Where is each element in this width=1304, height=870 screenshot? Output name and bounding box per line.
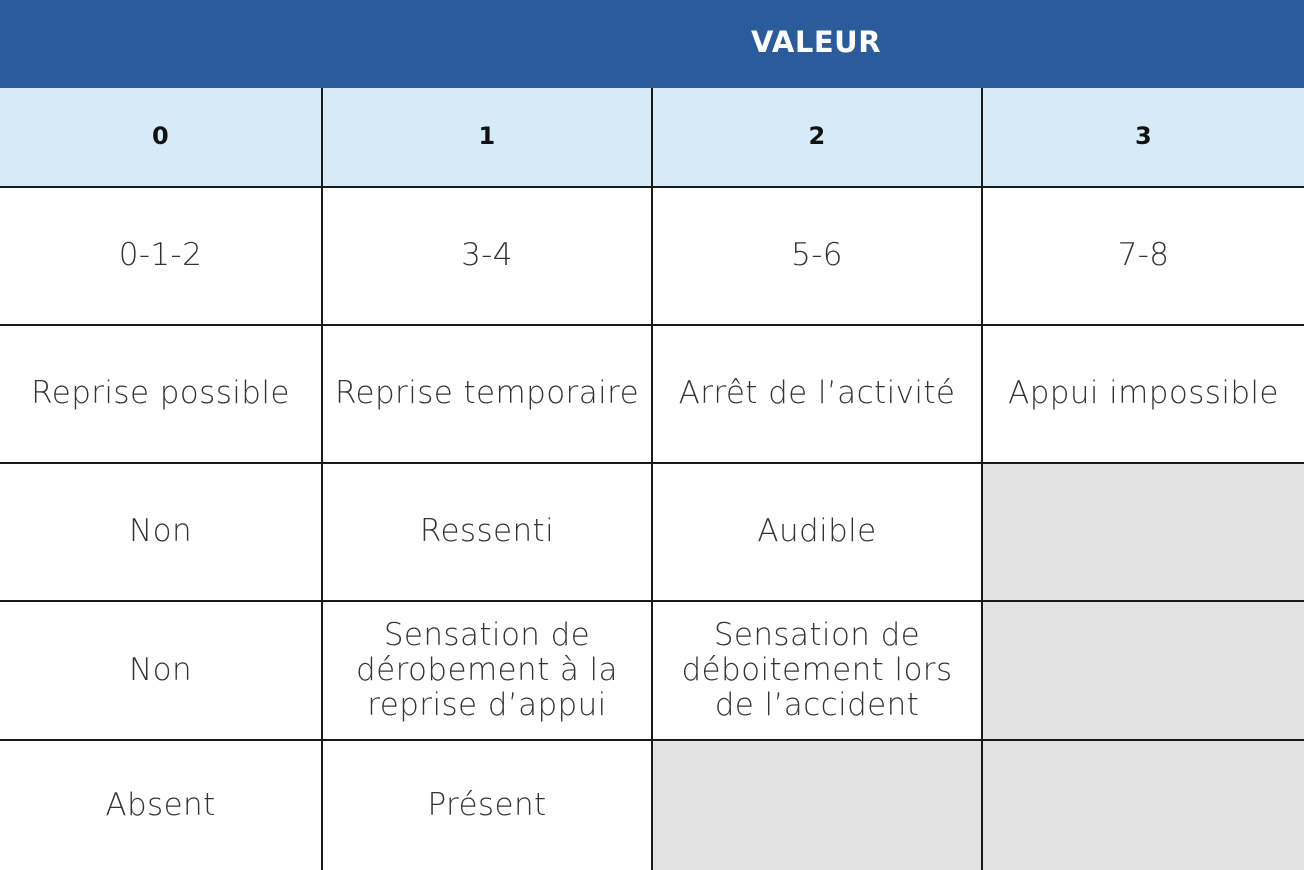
table-cell: Ressenti	[322, 463, 652, 601]
table-row	[0, 187, 1304, 325]
table-cell: Non	[0, 601, 322, 740]
column-header-row	[0, 88, 1304, 187]
table-row	[0, 740, 1304, 870]
empty-cell	[982, 463, 1304, 601]
empty-cell	[982, 740, 1304, 870]
table-cell: Sensation de dérobement à la reprise d’appui	[322, 601, 652, 740]
table-cell: 7-8	[982, 187, 1304, 325]
table-cell: Sensation de déboitement lors de l’accident	[652, 601, 982, 740]
table-cell: 5-6	[652, 187, 982, 325]
table-cell: Appui impossible	[982, 325, 1304, 463]
table-row	[0, 463, 1304, 601]
table-cell: Audible	[652, 463, 982, 601]
table-title: VALEUR	[750, 25, 882, 59]
table-cell: Reprise possible	[0, 325, 322, 463]
column-header: 3	[982, 88, 1304, 187]
table-cell: Arrêt de l’activité	[652, 325, 982, 463]
table-cell: 3-4	[322, 187, 652, 325]
table-cell: Reprise temporaire	[322, 325, 652, 463]
table-row	[0, 601, 1304, 740]
table-cell: 0-1-2	[0, 187, 322, 325]
table-cell: Absent	[0, 740, 322, 870]
column-header: 0	[0, 88, 322, 187]
table-title-bar	[0, 0, 1304, 88]
column-header: 2	[652, 88, 982, 187]
table-cell: Présent	[322, 740, 652, 870]
table-cell: Non	[0, 463, 322, 601]
value-table	[0, 88, 1304, 870]
empty-cell	[652, 740, 982, 870]
column-header: 1	[322, 88, 652, 187]
empty-cell	[982, 601, 1304, 740]
table-row	[0, 325, 1304, 463]
